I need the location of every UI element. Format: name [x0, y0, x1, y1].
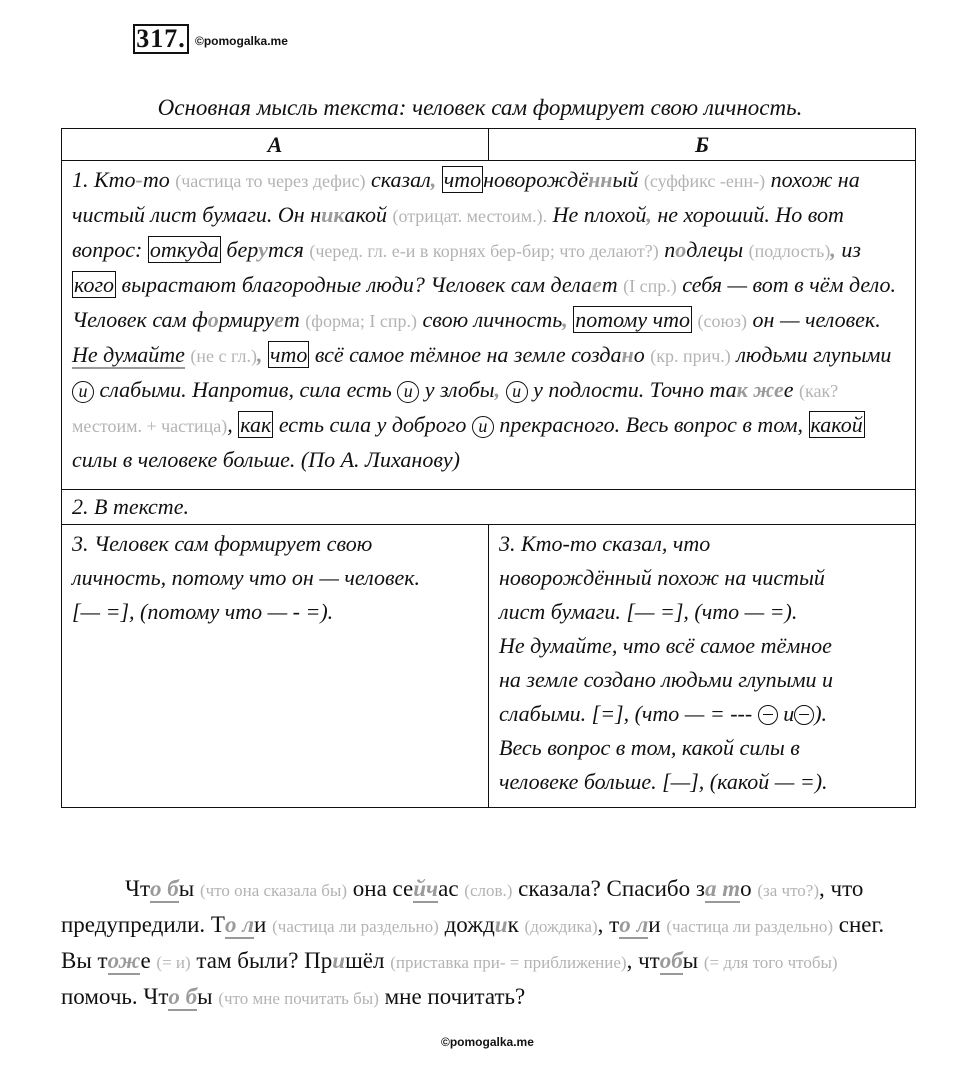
- p-seg: , т: [597, 912, 620, 937]
- p-hl: об: [659, 948, 683, 973]
- p-seg: о: [740, 876, 752, 901]
- task3-b-line: человеке больше. [—], (какой — =).: [499, 768, 828, 794]
- p-hl: и: [332, 948, 346, 973]
- p-note: (за что?): [757, 881, 819, 900]
- main-idea: Основная мысль текста: человек сам формирует свою личность.: [157, 95, 803, 120]
- t1-hl: -: [135, 167, 143, 192]
- t1-circled-conjunction: и: [472, 416, 494, 438]
- t1-hl: ,: [830, 237, 836, 262]
- t1-boxed-word: что: [443, 167, 482, 192]
- t1-seg: е: [783, 377, 794, 402]
- t1-hl: о: [675, 237, 687, 262]
- t1-seg: Не плохой: [552, 202, 647, 227]
- t1-seg: бер: [226, 237, 259, 262]
- p-seg: она се: [352, 876, 414, 901]
- p-note: (частица ли раздельно): [666, 917, 834, 936]
- p-note: (что мне почитать бы): [218, 989, 379, 1008]
- p-hl: ож: [107, 948, 141, 973]
- t1-boxed-word: что: [269, 342, 308, 367]
- t1-hl: нн: [588, 167, 613, 192]
- t1-note: (кр. прич.): [650, 346, 731, 366]
- t1-hl: ,: [430, 167, 437, 192]
- t1-seg: сказал: [371, 167, 431, 192]
- task3-b-line: [499, 697, 905, 731]
- t1-note: (не с гл.): [190, 346, 257, 366]
- p-note: (частица ли раздельно): [272, 917, 439, 936]
- t1-hl: н: [621, 342, 634, 367]
- p-hl: о л: [619, 912, 649, 937]
- t1-seg: тся: [267, 237, 304, 262]
- task3-b-line: 3. Кто-то сказал, что: [499, 530, 711, 556]
- t1-seg: силы в человеке больше. (По А. Лиханову): [72, 447, 460, 472]
- p-hl: о б: [150, 876, 179, 901]
- p-seg: дожд: [444, 912, 495, 937]
- t1-seg: похож на чистый лист бумаги. Он н: [72, 167, 860, 227]
- t1-note: (подлость): [748, 241, 831, 261]
- t1-note: (отрицат. местоим.).: [392, 206, 548, 226]
- p-seg: и: [254, 912, 267, 937]
- t1-seg: п: [664, 237, 676, 262]
- p-seg: шёл: [345, 948, 385, 973]
- t1-seg: у злобы: [424, 377, 495, 402]
- scheme-text: слабыми. [=], (что — = ---: [499, 700, 753, 726]
- p-hl: йч: [413, 876, 439, 901]
- t1-circled-conjunction: и: [397, 381, 419, 403]
- t1-seg: слабыми. Напротив, сила есть: [99, 377, 392, 402]
- analysis-table: [61, 128, 916, 808]
- p-seg: ы: [178, 876, 195, 901]
- t1-note: (как? местоим. + частица): [72, 381, 839, 436]
- t1-seg: не хороший. Но вот вопрос:: [72, 202, 844, 262]
- p-note: (слов.): [464, 881, 513, 900]
- t1-seg: то: [142, 167, 170, 192]
- task1-text: [72, 167, 896, 472]
- t1-note: (суффикс -енн-): [643, 171, 766, 191]
- p-seg: и: [648, 912, 661, 937]
- exercise-number: 317.: [133, 24, 189, 54]
- t1-seg: акой: [344, 202, 387, 227]
- t1-hl: ик: [321, 202, 345, 227]
- p-note: (= для того чтобы): [703, 953, 838, 972]
- exercise-paragraph: [61, 872, 899, 1016]
- p-seg: , что предупредили. Т: [61, 876, 864, 937]
- task3-a-cell: [62, 524, 489, 808]
- t1-hl: ,: [562, 307, 568, 332]
- p-seg: ы: [197, 984, 213, 1009]
- t1-seg: 1. Кто: [72, 167, 136, 192]
- task1-cell: [62, 161, 916, 490]
- t1-hl: е: [591, 272, 602, 297]
- task3-b-cell: [489, 524, 916, 808]
- t1-seg: ый: [612, 167, 639, 192]
- t1-seg: т: [283, 307, 300, 332]
- p-seg: к: [507, 912, 519, 937]
- t1-seg: он — человек.: [752, 307, 881, 332]
- t1-circled-conjunction: и: [72, 381, 94, 403]
- t1-hl: ,: [494, 377, 501, 402]
- t1-boxed-word: какой: [810, 412, 863, 437]
- p-note: (дождика): [524, 917, 598, 936]
- brand-watermark-top: ©pomogalka.me: [195, 34, 288, 48]
- t1-seg: всё самое тёмное на земле созда: [314, 342, 622, 367]
- t1-seg: свою личность: [422, 307, 563, 332]
- task3-a-line: личность, потому что он — человек.: [72, 564, 421, 590]
- task3-a-line: [— =], (потому что — - =).: [72, 598, 334, 624]
- t1-boxed-word: как: [240, 412, 272, 437]
- p-note: (= и): [156, 953, 191, 972]
- p-hl: о л: [224, 912, 255, 937]
- p-seg: , чт: [626, 948, 660, 973]
- p-seg: Чт: [125, 876, 150, 901]
- t1-circled-conjunction: и: [506, 381, 528, 403]
- t1-seg: есть сила у доброго: [278, 412, 467, 437]
- t1-hl: у: [258, 237, 268, 262]
- t1-note: (черед. гл. е-и в корнях бер-бир; что делают?): [309, 241, 659, 261]
- t1-hl: е: [274, 307, 284, 332]
- p-seg: сказала? Спасибо з: [518, 876, 705, 901]
- p-seg: снег. Вы т: [61, 912, 885, 973]
- p-seg: мне почитать?: [384, 984, 526, 1009]
- t1-note: (союз): [697, 311, 748, 331]
- t1-seg: т: [601, 272, 618, 297]
- t1-hl: Не думайте: [72, 342, 185, 367]
- task2-text: 2. В тексте.: [72, 493, 189, 519]
- task3-b-line: Весь вопрос в том, какой силы в: [499, 734, 800, 760]
- t1-hl: ,: [256, 342, 263, 367]
- p-seg: ас: [438, 876, 459, 901]
- t1-boxed-word: откуда: [149, 237, 219, 262]
- t1-seg: у подлости. Точно та: [533, 377, 737, 402]
- scheme-text: и: [783, 700, 795, 726]
- t1-seg: о: [633, 342, 645, 367]
- t1-seg: новорождё: [483, 167, 589, 192]
- column-header-b: Б: [489, 129, 916, 161]
- t1-note: (I спр.): [623, 276, 677, 296]
- t1-boxed-word: кого: [74, 272, 115, 297]
- p-seg: там были? Пр: [196, 948, 333, 973]
- p-note: (что она сказала бы): [199, 881, 348, 900]
- p-seg: е: [140, 948, 151, 973]
- column-header-a: А: [62, 129, 489, 161]
- task3-b-line: новорождённый похож на чистый: [499, 564, 825, 590]
- task3-b-line: лист бумаги. [— =], (что — =).: [499, 598, 798, 624]
- t1-boxed-word: потому что: [575, 307, 690, 332]
- dash-circle-icon: [794, 705, 814, 725]
- t1-hl: ,: [646, 202, 652, 227]
- brand-watermark-bottom: ©pomogalka.me: [441, 1035, 534, 1049]
- task3-b-line: на земле создано людьми глупыми и: [499, 666, 834, 692]
- t1-note: (частица то через дефис): [175, 171, 366, 191]
- t1-hl: о: [207, 307, 219, 332]
- p-seg: помочь. Чт: [61, 984, 169, 1009]
- p-hl: о б: [168, 984, 198, 1009]
- t1-seg: из: [841, 237, 861, 262]
- p-seg: ы: [682, 948, 699, 973]
- task3-b-line: Не думайте, что всё самое тёмное: [499, 632, 832, 658]
- dash-circle-icon: [758, 705, 778, 725]
- t1-seg: себя — вот в чём дело. Человек сам ф: [72, 272, 896, 332]
- p-note: (приставка при- = приближение): [390, 953, 627, 972]
- t1-seg: прекрасного. Весь вопрос в том,: [499, 412, 804, 437]
- t1-seg: людьми глупыми: [736, 342, 892, 367]
- t1-seg: ,: [227, 412, 233, 437]
- t1-note: (форма; I спр.): [305, 311, 418, 331]
- task3-a-line: 3. Человек сам формирует свою: [72, 530, 373, 556]
- t1-hl: к же: [736, 377, 784, 402]
- task2-cell: [62, 489, 916, 524]
- p-hl: и: [494, 912, 508, 937]
- p-hl: а т: [704, 876, 741, 901]
- t1-seg: рмиру: [218, 307, 275, 332]
- t1-seg: длецы: [686, 237, 744, 262]
- t1-seg: вырастают благородные люди? Человек сам дела: [121, 272, 592, 297]
- scheme-text: ).: [814, 700, 828, 726]
